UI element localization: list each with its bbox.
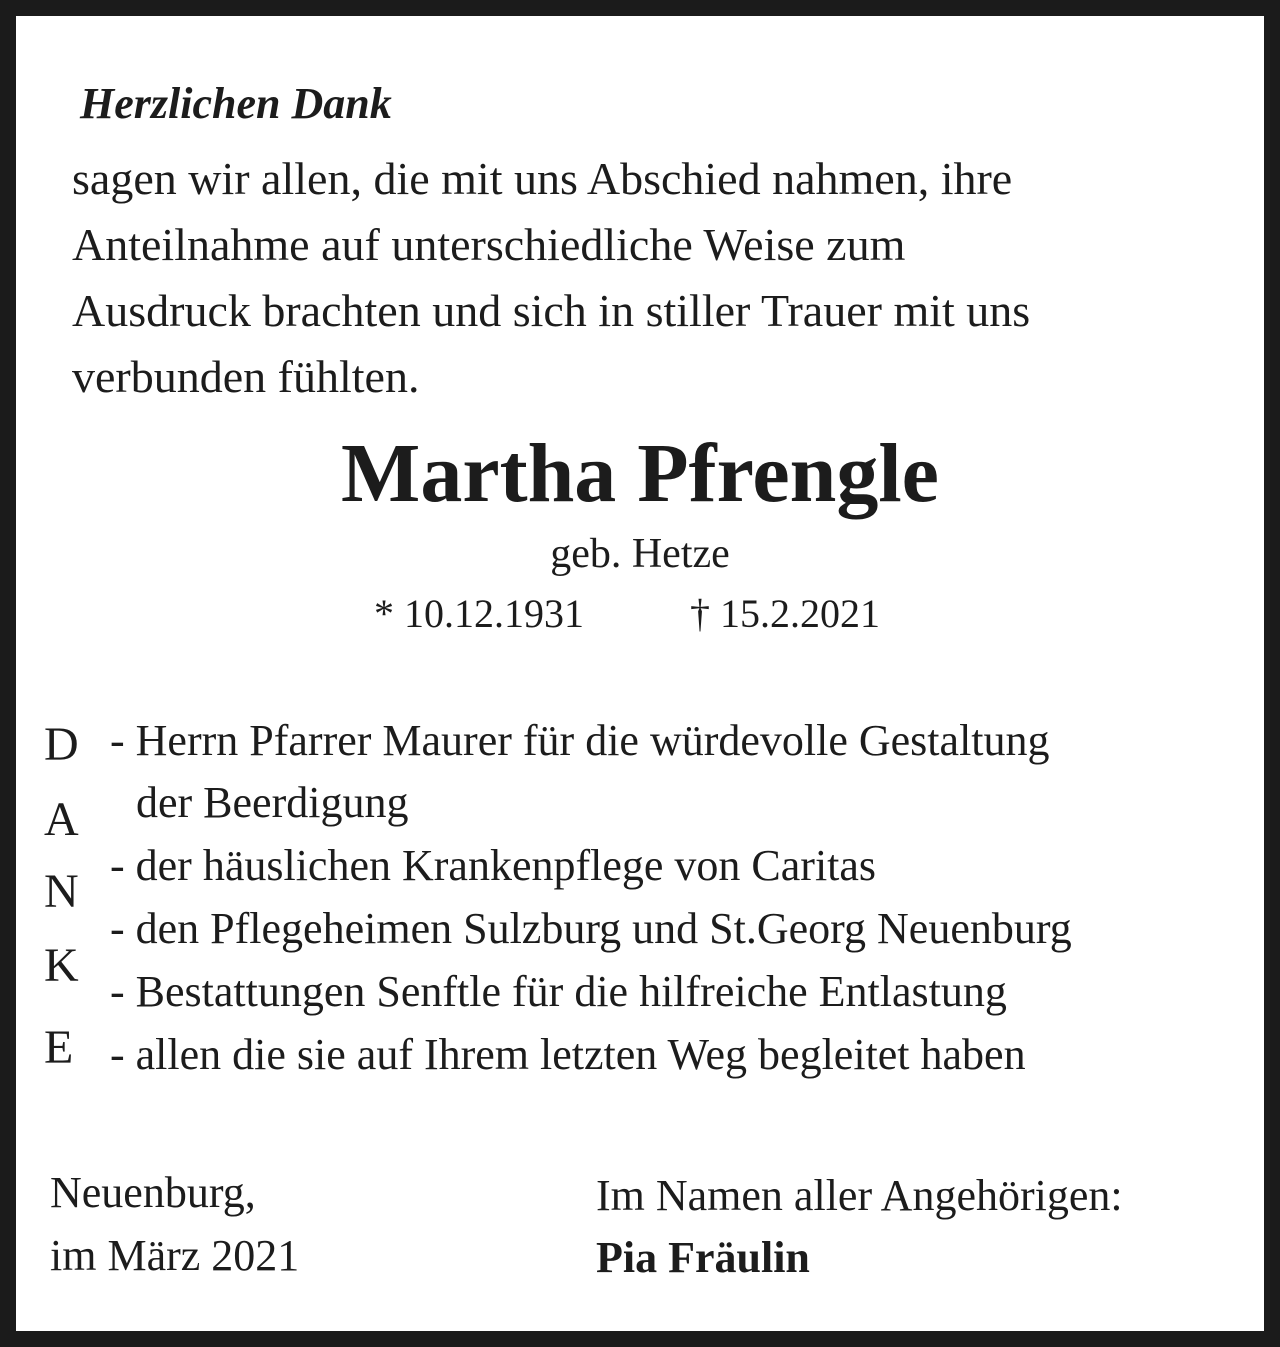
danke-letter-e: E	[44, 1021, 74, 1074]
thanks-line-5: - Bestattungen Senftle für die hilfreiche Entlastung	[110, 967, 1007, 1016]
danke-letter-k: K	[44, 939, 79, 992]
deceased-name: Martha Pfrengle	[341, 427, 939, 520]
signature-name: Pia Fräulin	[596, 1233, 810, 1282]
intro-line-4: verbunden fühlten.	[72, 351, 420, 402]
heading: Herzlichen Dank	[80, 79, 392, 128]
thanks-line-4: - den Pflegeheimen Sulzburg und St.Georg Neuenburg	[110, 904, 1072, 953]
danke-letter-n: N	[44, 865, 79, 918]
intro-line-2: Anteilnahme auf unterschiedliche Weise zum	[72, 219, 906, 270]
intro-line-3: Ausdruck brachten und sich in stiller Trauer mit uns	[72, 285, 1031, 336]
thanks-line-6: - allen die sie auf Ihrem letzten Weg begleitet haben	[110, 1030, 1026, 1079]
signature-intro: Im Namen aller Angehörigen:	[596, 1171, 1123, 1220]
thanks-line-3: - der häuslichen Krankenpflege von Caritas	[110, 841, 877, 890]
death-date: † 15.2.2021	[690, 591, 880, 636]
place: Neuenburg,	[50, 1168, 256, 1217]
maiden-name: geb. Hetze	[550, 531, 730, 577]
thanks-line-2: der Beerdigung	[136, 778, 409, 827]
danke-letter-a: A	[44, 793, 79, 846]
thanks-line-1: - Herrn Pfarrer Maurer für die würdevolle Gestaltung	[110, 716, 1050, 765]
date: im März 2021	[50, 1231, 300, 1280]
danke-letter-d: D	[44, 718, 79, 771]
intro-line-1: sagen wir allen, die mit uns Abschied nahmen, ihre	[72, 153, 1013, 204]
birth-date: * 10.12.1931	[374, 591, 584, 636]
